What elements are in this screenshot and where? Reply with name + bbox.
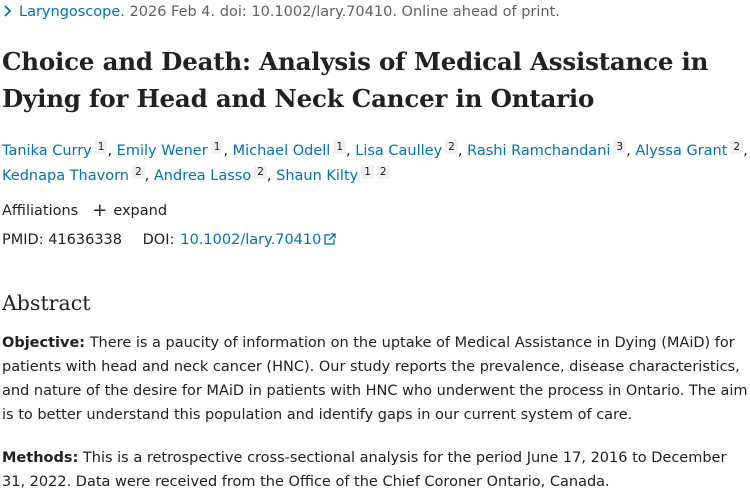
identifiers [2,232,336,248]
affiliation-badge[interactable]: 1 [95,140,108,154]
author-link[interactable]: Lisa Caulley [355,143,443,159]
journal-link[interactable]: Laryngoscope. [19,4,125,20]
affiliations-label: Affiliations [2,203,79,219]
citation-details: 2026 Feb 4. doi: 10.1002/lary.70410. Online ahead of print. [129,4,560,20]
affiliation-badge[interactable]: 2 [377,165,390,179]
chevron-right-icon[interactable] [2,4,13,18]
doi-value: 10.1002/lary.70410 [180,232,322,248]
expand-label: expand [113,203,168,219]
author-link[interactable]: Andrea Lasso [153,168,252,184]
affiliation-badge[interactable]: 1 [361,165,374,179]
plus-icon: + [92,200,108,221]
objective-text: There is a paucity of information on the uptake of Medical Assistance in Dying (MAiD) for patients with head and neck cancer (HNC). Our study reports the prevalence, disease characteristics, and nature of the desire for MAiD in patients with HNC who underwent the process in Ontario. The aim is to better understand this population and identify gaps in our current system of care. [2,335,748,423]
doi-label: DOI: [142,232,175,248]
author-link[interactable]: Shaun Kilty [276,168,359,184]
citation-line [2,4,560,20]
author-list: Tanika Curry $^1$ , Emily Wener $^1$ , Michael Odell $^1$ , Lisa Caulley $^2$ , Rashi Ramchandani $^3$ , Alyssa Grant $^2$ , Kednapa Thavorn $^2$ , Andrea Lasso $^2$ , Shaun Kilty $^1$ $^2$ [2,141,748,184]
affiliation-badge[interactable]: 2 [254,165,267,179]
affiliations-toggle[interactable] [2,200,168,221]
methods-paragraph [2,446,750,494]
author-link[interactable]: Alyssa Grant [635,143,728,159]
article-title: Choice and Death: Analysis of Medical Assistance in Dying for Head and Neck Cancer in Ontario [2,47,709,113]
author-link[interactable]: Rashi Ramchandani [467,143,611,159]
affiliation-badge[interactable]: 2 [445,140,458,154]
author-link[interactable]: Michael Odell [232,143,331,159]
external-link-icon [324,233,336,245]
pmid-label: PMID: [2,232,44,248]
abstract-heading: Abstract [2,291,91,315]
author-link[interactable]: Tanika Curry [2,143,92,159]
affiliation-badge[interactable]: 1 [333,140,346,154]
methods-label: Methods: [2,450,79,466]
affiliation-badge[interactable]: 1 [211,140,224,154]
affiliation-badge[interactable]: 2 [730,140,743,154]
doi-link[interactable] [180,232,336,248]
objective-paragraph [2,331,750,427]
affiliation-badge[interactable]: 3 [613,140,626,154]
author-link[interactable]: Emily Wener [116,143,208,159]
author-link[interactable]: Kednapa Thavorn [2,168,129,184]
methods-text: This is a retrospective cross-sectional analysis for the period June 17, 2016 to December 31, 2022. Data were received from the Office of the Chief Coroner Ontario, Canada. [2,450,727,490]
pmid-value: 41636338 [48,232,123,248]
objective-label: Objective: [2,335,86,351]
affiliation-badge[interactable]: 2 [132,165,145,179]
